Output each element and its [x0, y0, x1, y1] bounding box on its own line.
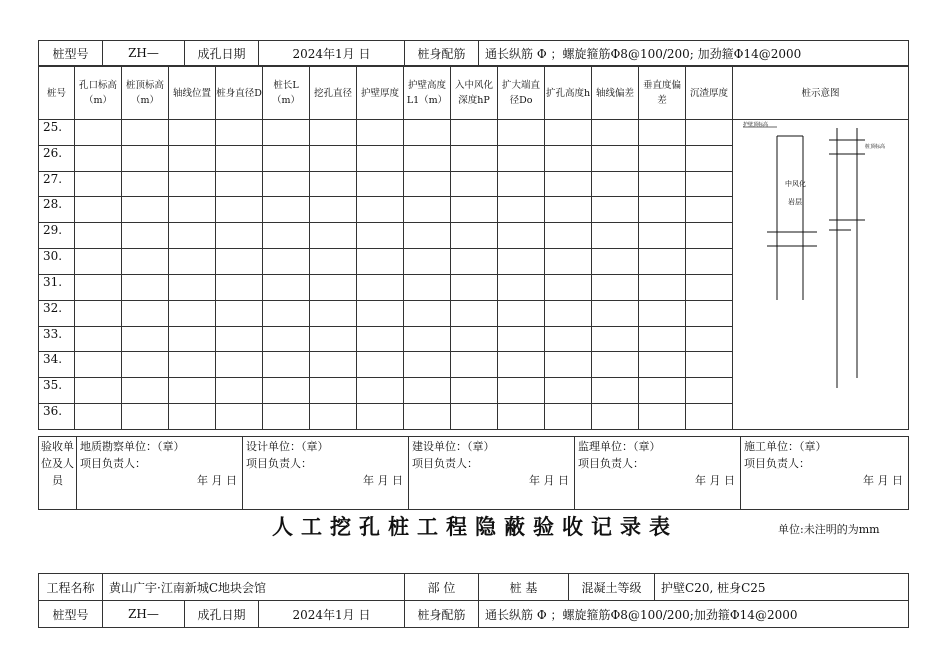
- data-cell[interactable]: [498, 352, 545, 378]
- data-cell[interactable]: [404, 145, 451, 171]
- data-cell[interactable]: [263, 223, 310, 249]
- data-cell[interactable]: [357, 404, 404, 430]
- data-cell[interactable]: [263, 404, 310, 430]
- data-cell[interactable]: [122, 352, 169, 378]
- data-cell[interactable]: [686, 223, 733, 249]
- part-label: 部 位: [405, 574, 479, 601]
- data-cell[interactable]: [592, 171, 639, 197]
- data-cell[interactable]: [310, 300, 357, 326]
- data-cell[interactable]: [404, 249, 451, 275]
- data-cell[interactable]: [498, 145, 545, 171]
- data-cell[interactable]: [686, 249, 733, 275]
- data-cell[interactable]: [122, 145, 169, 171]
- data-cell[interactable]: [592, 300, 639, 326]
- data-cell[interactable]: [122, 404, 169, 430]
- data-cell[interactable]: [310, 378, 357, 404]
- data-cell[interactable]: [75, 249, 122, 275]
- data-cell[interactable]: [216, 300, 263, 326]
- data-cell[interactable]: [545, 300, 592, 326]
- data-cell[interactable]: [169, 378, 216, 404]
- data-cell[interactable]: [263, 326, 310, 352]
- data-cell[interactable]: [545, 145, 592, 171]
- pile-top-label: 桩顶标高: [865, 144, 886, 150]
- pile-number: 30.: [39, 249, 75, 275]
- data-cell[interactable]: [404, 378, 451, 404]
- data-cell[interactable]: [216, 145, 263, 171]
- data-cell[interactable]: [639, 223, 686, 249]
- data-cell[interactable]: [216, 223, 263, 249]
- data-cell[interactable]: [216, 404, 263, 430]
- data-cell[interactable]: [357, 145, 404, 171]
- pile-number: 34.: [39, 352, 75, 378]
- data-cell[interactable]: [686, 171, 733, 197]
- rebar-value: 通长纵筋 Φ ；螺旋箍筋Φ8@100/200; 加劲箍Φ14@2000: [479, 41, 909, 66]
- data-cell[interactable]: [169, 171, 216, 197]
- data-cell[interactable]: [404, 326, 451, 352]
- data-cell[interactable]: [122, 378, 169, 404]
- data-cell[interactable]: [451, 404, 498, 430]
- unit-name: 设计单位：（章）: [246, 440, 329, 453]
- bottom-info-table-2: [38, 600, 909, 628]
- unit-name: 监理单位：（章）: [578, 440, 661, 453]
- data-cell[interactable]: [498, 300, 545, 326]
- header-cell: 扩孔高度h: [545, 67, 592, 120]
- data-cell[interactable]: [310, 352, 357, 378]
- data-cell[interactable]: [169, 352, 216, 378]
- data-cell[interactable]: [310, 197, 357, 223]
- pile-number: 25.: [39, 120, 75, 146]
- rock-label-2: 岩层: [788, 198, 802, 206]
- acceptance-label: 验收单位及人员: [39, 437, 77, 510]
- unit-person: 项目负责人：: [80, 457, 146, 470]
- data-cell[interactable]: [592, 378, 639, 404]
- data-cell[interactable]: [639, 352, 686, 378]
- data-cell[interactable]: [122, 300, 169, 326]
- pile-number: 29.: [39, 223, 75, 249]
- pile-number: 32.: [39, 300, 75, 326]
- header-cell: 桩示意图: [733, 67, 909, 120]
- data-cell[interactable]: [75, 197, 122, 223]
- data-cell[interactable]: [639, 300, 686, 326]
- data-cell[interactable]: [357, 300, 404, 326]
- header-cell: 桩顶标高（m）: [122, 67, 169, 120]
- data-cell[interactable]: [216, 120, 263, 146]
- pile-sketch-cell: [733, 120, 909, 430]
- data-cell[interactable]: [498, 249, 545, 275]
- data-cell[interactable]: [686, 120, 733, 146]
- data-cell[interactable]: [75, 223, 122, 249]
- data-cell[interactable]: [639, 326, 686, 352]
- unit-person: 项目负责人：: [246, 457, 312, 470]
- unit-note: 单位:未注明的为mm: [778, 523, 880, 536]
- acceptance-unit-contractor: [741, 437, 909, 510]
- header-cell: 扩大端直径Do: [498, 67, 545, 120]
- data-cell[interactable]: [404, 352, 451, 378]
- data-cell[interactable]: [169, 197, 216, 223]
- acceptance-unit-survey: [77, 437, 243, 510]
- data-cell[interactable]: [592, 120, 639, 146]
- pile-number: 26.: [39, 145, 75, 171]
- data-cell[interactable]: [451, 120, 498, 146]
- data-cell[interactable]: [169, 300, 216, 326]
- data-cell[interactable]: [310, 223, 357, 249]
- pile-number: 33.: [39, 326, 75, 352]
- data-cell[interactable]: [357, 352, 404, 378]
- hole-date-value: 2024年1月 日: [259, 601, 405, 628]
- data-cell[interactable]: [310, 404, 357, 430]
- data-cell[interactable]: [451, 352, 498, 378]
- data-cell[interactable]: [263, 197, 310, 223]
- data-cell[interactable]: [592, 249, 639, 275]
- unit-name: 建设单位：（章）: [412, 440, 495, 453]
- data-cell[interactable]: [639, 249, 686, 275]
- pile-number: 31.: [39, 274, 75, 300]
- unit-date: 年 月 日: [363, 474, 403, 487]
- data-cell[interactable]: [592, 326, 639, 352]
- data-cell[interactable]: [545, 223, 592, 249]
- acceptance-table: [38, 436, 909, 510]
- data-cell[interactable]: [592, 274, 639, 300]
- data-cell[interactable]: [545, 197, 592, 223]
- top-info-table: [38, 40, 909, 66]
- data-cell[interactable]: [686, 145, 733, 171]
- header-cell: 沉渣厚度: [686, 67, 733, 120]
- unit-person: 项目负责人：: [578, 457, 644, 470]
- pile-type-label: 桩型号: [39, 41, 103, 66]
- data-cell[interactable]: [310, 326, 357, 352]
- data-cell[interactable]: [451, 300, 498, 326]
- pile-sketch-diagram: [733, 120, 909, 426]
- data-cell[interactable]: [122, 326, 169, 352]
- data-cell[interactable]: [451, 274, 498, 300]
- data-cell[interactable]: [404, 404, 451, 430]
- data-cell[interactable]: [357, 249, 404, 275]
- data-cell[interactable]: [639, 120, 686, 146]
- data-cell[interactable]: [75, 120, 122, 146]
- data-cell[interactable]: [263, 378, 310, 404]
- data-cell[interactable]: [263, 274, 310, 300]
- data-cell[interactable]: [216, 326, 263, 352]
- data-cell[interactable]: [122, 171, 169, 197]
- header-cell: 桩长L（m）: [263, 67, 310, 120]
- data-cell[interactable]: [545, 249, 592, 275]
- data-cell[interactable]: [75, 352, 122, 378]
- data-cell[interactable]: [75, 378, 122, 404]
- bottom-info-table: [38, 573, 909, 601]
- data-cell[interactable]: [451, 197, 498, 223]
- data-cell[interactable]: [686, 326, 733, 352]
- unit-date: 年 月 日: [529, 474, 569, 487]
- header-cell: 桩号: [39, 67, 75, 120]
- data-cell[interactable]: [122, 197, 169, 223]
- data-cell[interactable]: [169, 274, 216, 300]
- hole-date-label: 成孔日期: [185, 41, 259, 66]
- data-cell[interactable]: [216, 249, 263, 275]
- data-cell[interactable]: [404, 300, 451, 326]
- data-cell[interactable]: [686, 404, 733, 430]
- data-cell[interactable]: [263, 120, 310, 146]
- data-cell[interactable]: [498, 404, 545, 430]
- data-cell[interactable]: [639, 145, 686, 171]
- unit-date: 年 月 日: [695, 474, 735, 487]
- data-cell[interactable]: [310, 120, 357, 146]
- data-cell[interactable]: [263, 300, 310, 326]
- data-cell[interactable]: [169, 249, 216, 275]
- unit-person: 项目负责人：: [412, 457, 478, 470]
- pile-number: 35.: [39, 378, 75, 404]
- pile-record-table: [38, 66, 909, 430]
- data-cell[interactable]: [310, 171, 357, 197]
- data-cell[interactable]: [451, 145, 498, 171]
- data-cell[interactable]: [216, 274, 263, 300]
- data-cell[interactable]: [169, 223, 216, 249]
- data-cell[interactable]: [357, 171, 404, 197]
- header-row: [39, 67, 909, 120]
- hole-date-value: 2024年1月 日: [259, 41, 405, 66]
- header-cell: 护壁高度L1（m）: [404, 67, 451, 120]
- data-cell[interactable]: [545, 326, 592, 352]
- data-cell[interactable]: [498, 326, 545, 352]
- data-cell[interactable]: [639, 274, 686, 300]
- data-cell[interactable]: [498, 223, 545, 249]
- table-row: [39, 120, 909, 146]
- data-cell[interactable]: [545, 378, 592, 404]
- data-cell[interactable]: [404, 223, 451, 249]
- data-cell[interactable]: [639, 378, 686, 404]
- data-cell[interactable]: [75, 300, 122, 326]
- header-cell: 挖孔直径: [310, 67, 357, 120]
- data-cell[interactable]: [122, 120, 169, 146]
- data-cell[interactable]: [404, 197, 451, 223]
- data-cell[interactable]: [357, 274, 404, 300]
- data-cell[interactable]: [216, 352, 263, 378]
- data-cell[interactable]: [686, 274, 733, 300]
- data-cell[interactable]: [75, 404, 122, 430]
- data-cell[interactable]: [451, 171, 498, 197]
- acceptance-unit-design: [243, 437, 409, 510]
- data-cell[interactable]: [310, 274, 357, 300]
- wall-top-label: 护壁顶标高: [743, 122, 769, 128]
- data-cell[interactable]: [592, 197, 639, 223]
- pile-number: 36.: [39, 404, 75, 430]
- data-cell[interactable]: [263, 145, 310, 171]
- data-cell[interactable]: [498, 274, 545, 300]
- data-cell[interactable]: [122, 249, 169, 275]
- data-cell[interactable]: [404, 274, 451, 300]
- data-cell[interactable]: [592, 223, 639, 249]
- data-cell[interactable]: [639, 197, 686, 223]
- data-cell[interactable]: [216, 378, 263, 404]
- unit-name: 施工单位：（章）: [744, 440, 827, 453]
- acceptance-unit-owner: [409, 437, 575, 510]
- data-cell[interactable]: [686, 300, 733, 326]
- pile-type-label: 桩型号: [39, 601, 103, 628]
- data-cell[interactable]: [263, 171, 310, 197]
- data-cell[interactable]: [545, 352, 592, 378]
- data-cell[interactable]: [498, 120, 545, 146]
- header-cell: 护壁厚度: [357, 67, 404, 120]
- unit-name: 地质勘察单位：（章）: [80, 440, 185, 453]
- data-cell[interactable]: [545, 404, 592, 430]
- data-cell[interactable]: [592, 404, 639, 430]
- concrete-value: 护壁C20, 桩身C25: [655, 574, 909, 601]
- data-cell[interactable]: [404, 120, 451, 146]
- unit-date: 年 月 日: [197, 474, 237, 487]
- page-title: 人工挖孔桩工程隐蔽验收记录表: [272, 514, 678, 539]
- data-cell[interactable]: [545, 120, 592, 146]
- data-cell[interactable]: [451, 326, 498, 352]
- data-cell[interactable]: [75, 274, 122, 300]
- data-cell[interactable]: [451, 223, 498, 249]
- project-value: 黄山广宇·江南新城C地块会馆: [103, 574, 405, 601]
- header-cell: 轴线偏差: [592, 67, 639, 120]
- header-cell: 轴线位置: [169, 67, 216, 120]
- concrete-label: 混凝土等级: [569, 574, 655, 601]
- data-cell[interactable]: [169, 404, 216, 430]
- data-cell[interactable]: [639, 404, 686, 430]
- data-cell[interactable]: [75, 145, 122, 171]
- data-cell[interactable]: [451, 378, 498, 404]
- acceptance-unit-supervisor: [575, 437, 741, 510]
- data-cell[interactable]: [592, 145, 639, 171]
- data-cell[interactable]: [122, 274, 169, 300]
- data-cell[interactable]: [451, 249, 498, 275]
- data-cell[interactable]: [75, 326, 122, 352]
- data-cell[interactable]: [357, 326, 404, 352]
- unit-person: 项目负责人：: [744, 457, 810, 470]
- data-cell[interactable]: [357, 223, 404, 249]
- data-cell[interactable]: [357, 378, 404, 404]
- pile-number: 27.: [39, 171, 75, 197]
- pile-number: 28.: [39, 197, 75, 223]
- rebar-value: 通长纵筋 Φ ；螺旋箍筋Φ8@100/200;加劲箍Φ14@2000: [479, 601, 909, 628]
- data-cell[interactable]: [216, 171, 263, 197]
- data-cell[interactable]: [169, 145, 216, 171]
- header-cell: 垂直度偏差: [639, 67, 686, 120]
- unit-date: 年 月 日: [863, 474, 903, 487]
- pile-type-value: ZH—: [103, 41, 185, 66]
- pile-type-value: ZH—: [103, 601, 185, 628]
- header-cell: 入中风化深度hP: [451, 67, 498, 120]
- data-cell[interactable]: [639, 171, 686, 197]
- rebar-label: 桩身配筋: [405, 601, 479, 628]
- header-cell: 孔口标高（m）: [75, 67, 122, 120]
- data-cell[interactable]: [216, 197, 263, 223]
- data-cell[interactable]: [357, 120, 404, 146]
- data-cell[interactable]: [592, 352, 639, 378]
- data-cell[interactable]: [310, 249, 357, 275]
- data-cell[interactable]: [263, 249, 310, 275]
- data-cell[interactable]: [545, 171, 592, 197]
- data-cell[interactable]: [310, 145, 357, 171]
- rebar-label: 桩身配筋: [405, 41, 479, 66]
- data-cell[interactable]: [169, 326, 216, 352]
- data-cell[interactable]: [169, 120, 216, 146]
- rock-label-1: 中风化: [785, 180, 806, 188]
- hole-date-label: 成孔日期: [185, 601, 259, 628]
- data-cell[interactable]: [75, 171, 122, 197]
- data-cell[interactable]: [686, 197, 733, 223]
- header-cell: 桩身直径D: [216, 67, 263, 120]
- data-cell[interactable]: [122, 223, 169, 249]
- data-cell[interactable]: [498, 197, 545, 223]
- data-cell[interactable]: [263, 352, 310, 378]
- data-cell[interactable]: [686, 352, 733, 378]
- data-cell[interactable]: [498, 378, 545, 404]
- data-cell[interactable]: [545, 274, 592, 300]
- project-label: 工程名称: [39, 574, 103, 601]
- data-cell[interactable]: [498, 171, 545, 197]
- data-cell[interactable]: [686, 378, 733, 404]
- data-cell[interactable]: [357, 197, 404, 223]
- data-cell[interactable]: [404, 171, 451, 197]
- part-value: 桩 基: [479, 574, 569, 601]
